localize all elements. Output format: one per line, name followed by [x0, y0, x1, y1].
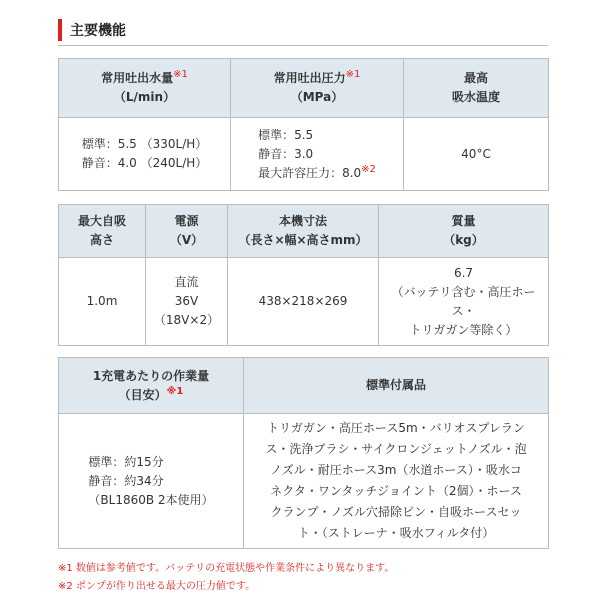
- header-suction-height: 最大自吸 高さ: [59, 205, 146, 258]
- footnote-ref: ※2: [361, 163, 376, 175]
- value-max-temp: 40°C: [404, 118, 549, 191]
- section-title: 主要機能: [70, 23, 126, 39]
- value-weight: 6.7 （バッテリ含む・高圧ホー ス・ トリガガン等除く）: [379, 258, 549, 346]
- header-weight: 質量 （kg）: [379, 205, 549, 258]
- header-dimensions: 本機寸法 （長さ×幅×高さmm）: [228, 205, 379, 258]
- footnote-ref: ※1: [173, 69, 188, 80]
- spec-table-3: [58, 357, 549, 549]
- footnotes: [58, 560, 394, 596]
- footnote-ref: ※1: [166, 385, 184, 397]
- value-flow-rate: 標準：5.5 （330L/H） 静音：4.0 （240L/H）: [59, 118, 231, 191]
- header-pressure: 常用吐出圧力$^{※1}$ （MPa）: [231, 59, 404, 118]
- spec-table-1: [58, 58, 549, 191]
- title-divider: [58, 45, 548, 46]
- value-pressure: 標準：5.5 静音：3.0 最大許容圧力：8.0$^{※2}$: [231, 118, 404, 191]
- header-power: 電源 （V）: [146, 205, 228, 258]
- value-dimensions: 438×218×269: [228, 258, 379, 346]
- title-accent-bar: [58, 19, 62, 41]
- value-power: 直流 36V （18V×2）: [146, 258, 228, 346]
- header-work-per-charge: 1充電あたりの作業量 （目安）$^{※1}$: [59, 358, 244, 414]
- value-work-per-charge: 標準：約15分 静音：約34分 （BL1860B 2本使用）: [59, 414, 244, 549]
- header-max-temp: 最高 吸水温度: [404, 59, 549, 118]
- header-accessories: 標準付属品: [244, 358, 549, 414]
- header-flow-rate: 常用吐出水量$^{※1}$ （L/min）: [59, 59, 231, 118]
- value-suction-height: 1.0m: [59, 258, 146, 346]
- spec-table-2: [58, 204, 549, 346]
- footnote-2: ※2 ポンプが作り出せる最大の圧力値です。: [58, 581, 256, 592]
- section-heading: [58, 19, 126, 41]
- footnote-ref: ※1: [345, 69, 361, 80]
- value-accessories: トリガガン・高圧ホース5m・バリオスプレラン ス・洗浄ブラシ・サイクロンジェットノズル・泡 ノズル・耐圧ホース3m（水道ホース）・吸水コ ネクタ・ワンタッチジョイント（2個）・ホース クランプ・ノズル穴掃除ピン・自吸ホースセッ ト・（ストレーナ・吸水フィルタ付）: [244, 414, 549, 549]
- footnote-1: ※1 数値は参考値です。バッテリの充電状態や作業条件により異なります。: [58, 563, 395, 574]
